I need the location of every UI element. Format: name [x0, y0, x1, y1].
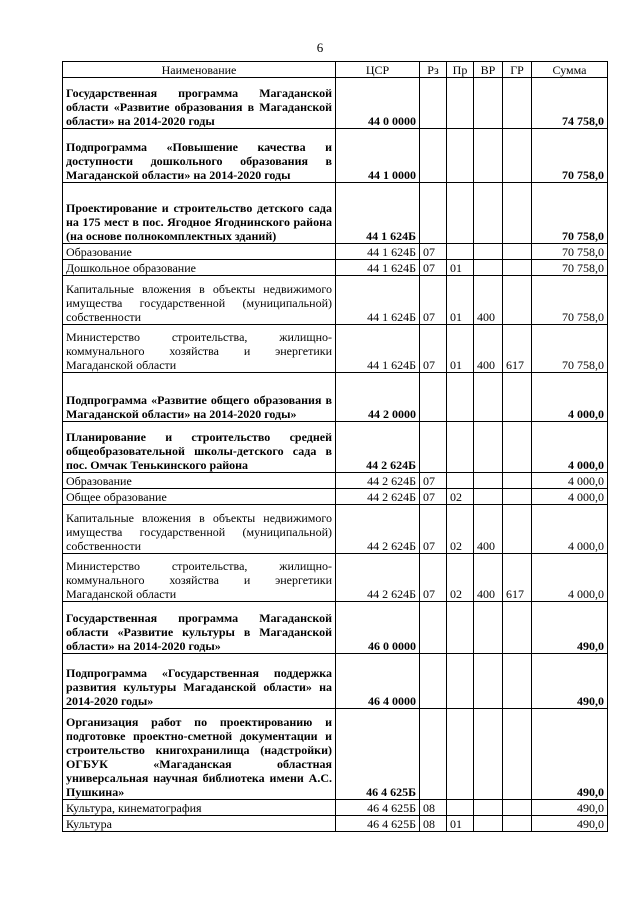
cell-gr	[503, 602, 532, 654]
cell-rz: 07	[420, 325, 447, 373]
cell-gr	[503, 473, 532, 489]
cell-vr: 400	[474, 505, 503, 554]
cell-sum: 490,0	[532, 800, 608, 816]
cell-sum: 70 758,0	[532, 276, 608, 325]
cell-pr: 01	[447, 260, 474, 276]
cell-rz	[420, 422, 447, 473]
cell-rz: 07	[420, 260, 447, 276]
cell-csr: 44 2 624Б	[336, 422, 420, 473]
cell-rz: 08	[420, 816, 447, 832]
cell-pr	[447, 244, 474, 260]
cell-name: Общее образование	[63, 489, 336, 505]
cell-pr: 02	[447, 554, 474, 602]
cell-sum: 70 758,0	[532, 129, 608, 183]
cell-rz	[420, 654, 447, 709]
cell-pr	[447, 800, 474, 816]
cell-gr	[503, 244, 532, 260]
cell-name: Культура	[63, 816, 336, 832]
cell-vr	[474, 654, 503, 709]
cell-pr	[447, 129, 474, 183]
cell-vr	[474, 602, 503, 654]
cell-pr: 01	[447, 276, 474, 325]
cell-vr	[474, 129, 503, 183]
cell-name: Образование	[63, 244, 336, 260]
cell-rz: 07	[420, 276, 447, 325]
cell-sum: 490,0	[532, 654, 608, 709]
cell-pr	[447, 422, 474, 473]
cell-gr	[503, 276, 532, 325]
cell-gr: 617	[503, 554, 532, 602]
cell-csr: 46 0 0000	[336, 602, 420, 654]
header-vr: ВР	[474, 62, 503, 78]
table-row	[63, 244, 608, 260]
cell-name: Подпрограмма «Повышение качества и доступности дошкольного образования в Магаданской области» на 2014-2020 годы	[63, 129, 336, 183]
cell-sum: 4 000,0	[532, 554, 608, 602]
cell-rz	[420, 183, 447, 244]
cell-gr	[503, 260, 532, 276]
cell-csr: 46 4 625Б	[336, 816, 420, 832]
cell-csr: 44 1 624Б	[336, 244, 420, 260]
header-pr: Пр	[447, 62, 474, 78]
cell-pr	[447, 473, 474, 489]
cell-rz	[420, 373, 447, 422]
header-sum: Сумма	[532, 62, 608, 78]
cell-vr	[474, 800, 503, 816]
table-row	[63, 325, 608, 373]
cell-name: Капитальные вложения в объекты недвижимого имущества государственной (муниципальной) собственности	[63, 276, 336, 325]
cell-rz: 07	[420, 244, 447, 260]
header-rz: Рз	[420, 62, 447, 78]
table-row	[63, 473, 608, 489]
cell-name: Планирование и строительство средней общеобразовательной школы-детского сада в пос. Омчак Тенькинского района	[63, 422, 336, 473]
cell-vr	[474, 183, 503, 244]
cell-name: Государственная программа Магаданской области «Развитие образования в Магаданской области» на 2014-2020 годы	[63, 78, 336, 129]
cell-name: Дошкольное образование	[63, 260, 336, 276]
cell-sum: 70 758,0	[532, 183, 608, 244]
cell-pr	[447, 373, 474, 422]
cell-sum: 70 758,0	[532, 260, 608, 276]
page-number: 6	[316, 40, 324, 55]
cell-pr: 01	[447, 816, 474, 832]
cell-sum: 74 758,0	[532, 78, 608, 129]
cell-csr: 44 1 624Б	[336, 276, 420, 325]
cell-csr: 44 2 624Б	[336, 505, 420, 554]
budget-table	[62, 61, 608, 832]
cell-rz: 08	[420, 800, 447, 816]
cell-gr	[503, 800, 532, 816]
cell-csr: 44 2 624Б	[336, 489, 420, 505]
cell-gr	[503, 489, 532, 505]
cell-name: Министерство строительства, жилищно-коммунального хозяйства и энергетики Магаданской области	[63, 554, 336, 602]
cell-gr	[503, 816, 532, 832]
table-row	[63, 505, 608, 554]
cell-name: Капитальные вложения в объекты недвижимого имущества государственной (муниципальной) собственности	[63, 505, 336, 554]
cell-vr	[474, 373, 503, 422]
cell-pr: 01	[447, 325, 474, 373]
cell-sum: 4 000,0	[532, 505, 608, 554]
cell-vr: 400	[474, 325, 503, 373]
cell-rz	[420, 129, 447, 183]
cell-sum: 4 000,0	[532, 489, 608, 505]
header-name: Наименование	[63, 62, 336, 78]
cell-vr	[474, 489, 503, 505]
cell-rz	[420, 602, 447, 654]
cell-rz: 07	[420, 505, 447, 554]
cell-vr: 400	[474, 276, 503, 325]
cell-pr: 02	[447, 505, 474, 554]
table-row	[63, 602, 608, 654]
table-row	[63, 373, 608, 422]
cell-rz: 07	[420, 489, 447, 505]
cell-name: Министерство строительства, жилищно-коммунального хозяйства и энергетики Магаданской области	[63, 325, 336, 373]
table-row	[63, 422, 608, 473]
cell-gr	[503, 129, 532, 183]
cell-vr	[474, 244, 503, 260]
cell-csr: 44 2 0000	[336, 373, 420, 422]
cell-csr: 44 1 624Б	[336, 325, 420, 373]
cell-gr	[503, 183, 532, 244]
cell-pr	[447, 654, 474, 709]
cell-vr	[474, 422, 503, 473]
cell-gr	[503, 78, 532, 129]
table-row	[63, 276, 608, 325]
cell-name: Образование	[63, 473, 336, 489]
table-row	[63, 816, 608, 832]
cell-name: Государственная программа Магаданской области «Развитие культуры в Магаданской области» на 2014-2020 годы»	[63, 602, 336, 654]
cell-gr	[503, 654, 532, 709]
cell-vr	[474, 709, 503, 800]
cell-gr	[503, 505, 532, 554]
cell-sum: 490,0	[532, 709, 608, 800]
cell-sum: 4 000,0	[532, 373, 608, 422]
cell-vr	[474, 78, 503, 129]
cell-csr: 44 1 624Б	[336, 260, 420, 276]
table-row	[63, 129, 608, 183]
table-row	[63, 78, 608, 129]
table-header-row	[63, 62, 608, 78]
cell-rz: 07	[420, 473, 447, 489]
cell-pr: 02	[447, 489, 474, 505]
cell-pr	[447, 78, 474, 129]
cell-sum: 4 000,0	[532, 473, 608, 489]
cell-name: Подпрограмма «Развитие общего образования в Магаданской области» на 2014-2020 годы»	[63, 373, 336, 422]
cell-sum: 70 758,0	[532, 244, 608, 260]
cell-sum: 4 000,0	[532, 422, 608, 473]
cell-csr: 44 2 624Б	[336, 554, 420, 602]
table-row	[63, 554, 608, 602]
cell-name: Проектирование и строительство детского сада на 175 мест в пос. Ягодное Ягоднинского района (на основе полнокомплектных зданий)	[63, 183, 336, 244]
cell-sum: 490,0	[532, 816, 608, 832]
cell-csr: 46 4 0000	[336, 654, 420, 709]
cell-gr: 617	[503, 325, 532, 373]
cell-csr: 44 1 0000	[336, 129, 420, 183]
cell-name: Подпрограмма «Государственная поддержка развития культуры Магаданской области» на 2014-2020 годы»	[63, 654, 336, 709]
cell-vr	[474, 260, 503, 276]
cell-csr: 46 4 625Б	[336, 800, 420, 816]
cell-name: Культура, кинематография	[63, 800, 336, 816]
cell-csr: 44 0 0000	[336, 78, 420, 129]
cell-pr	[447, 709, 474, 800]
cell-gr	[503, 373, 532, 422]
cell-pr	[447, 602, 474, 654]
table-row	[63, 800, 608, 816]
table-row	[63, 260, 608, 276]
cell-pr	[447, 183, 474, 244]
cell-rz: 07	[420, 554, 447, 602]
cell-csr: 44 1 624Б	[336, 183, 420, 244]
header-gr: ГР	[503, 62, 532, 78]
cell-csr: 44 2 624Б	[336, 473, 420, 489]
cell-sum: 490,0	[532, 602, 608, 654]
cell-vr	[474, 816, 503, 832]
table-row	[63, 709, 608, 800]
cell-rz	[420, 78, 447, 129]
cell-csr: 46 4 625Б	[336, 709, 420, 800]
cell-name: Организация работ по проектированию и подготовке проектно-сметной документации и строительство книгохранилища (надстройки) ОГБУК «Магаданская областная универсальная научная библиотека имени А.С. Пушкина»	[63, 709, 336, 800]
table-row	[63, 654, 608, 709]
cell-gr	[503, 422, 532, 473]
table-row	[63, 489, 608, 505]
cell-gr	[503, 709, 532, 800]
cell-sum: 70 758,0	[532, 325, 608, 373]
header-csr: ЦСР	[336, 62, 420, 78]
cell-vr: 400	[474, 554, 503, 602]
table-row	[63, 183, 608, 244]
cell-rz	[420, 709, 447, 800]
cell-vr	[474, 473, 503, 489]
